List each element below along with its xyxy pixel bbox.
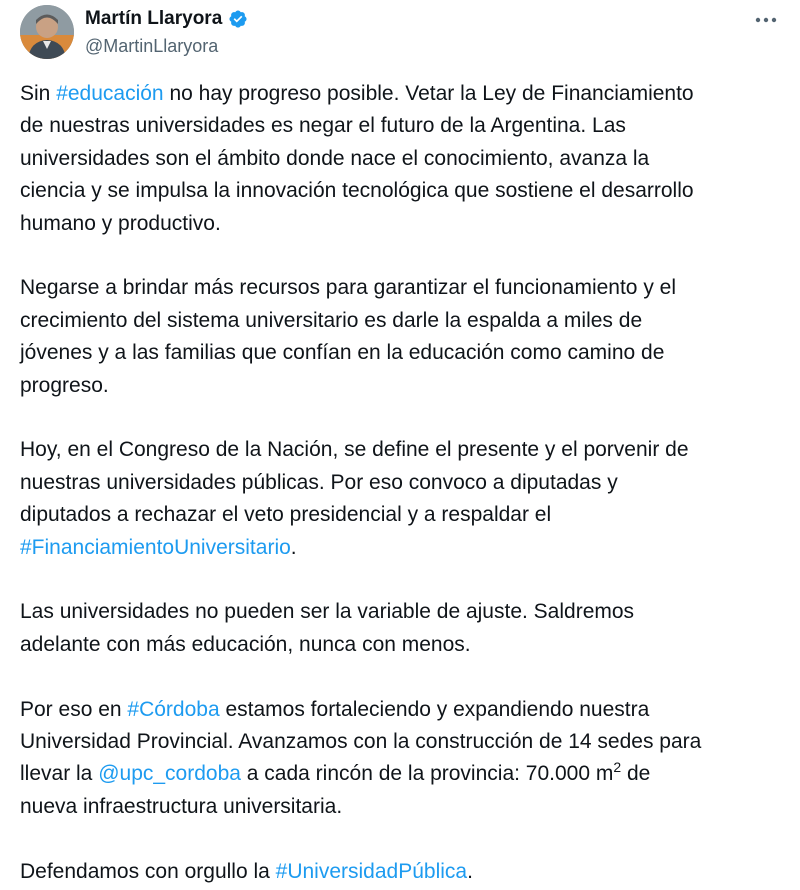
text-line: Las universidades no pueden ser la variable de ajuste. Saldremos <box>20 600 635 624</box>
paragraph-2 <box>20 272 790 402</box>
hashtag-universidad-publica-link[interactable]: #UniversidadPública <box>275 859 468 883</box>
author-block <box>85 8 248 56</box>
hashtag-cordoba-link[interactable]: #Córdoba <box>127 697 220 721</box>
text-segment: a cada rincón de la provincia: 70.000 m <box>240 762 614 786</box>
text-segment: Por eso en <box>20 697 128 721</box>
paragraph-3 <box>20 434 790 564</box>
verified-badge-icon <box>228 9 248 29</box>
text-line: Universidad Provincial. Avanzamos con la construcción de 14 sedes para <box>20 730 702 754</box>
superscript: 2 <box>613 759 622 776</box>
text-line: nueva infraestructura universitaria. <box>20 794 343 818</box>
paragraph-1 <box>20 78 790 240</box>
paragraph-gap <box>20 240 790 272</box>
paragraph-4 <box>20 596 790 661</box>
text-segment: no hay progreso posible. Vetar la Ley de Financiamiento <box>163 82 694 105</box>
paragraph-6 <box>20 856 790 888</box>
text-line: nuestras universidades públicas. Por eso convoco a diputadas y <box>20 470 618 494</box>
text-line: Hoy, en el Congreso de la Nación, se define el presente y el porvenir de <box>20 438 689 462</box>
tweet-header <box>0 0 800 70</box>
text-segment: llevar la <box>20 762 99 786</box>
text-line: adelante con más educación, nunca con menos. <box>20 632 471 656</box>
text-line: progreso. <box>20 373 109 397</box>
text-line: diputados a rechazar el veto presidencial y a respaldar el <box>20 503 552 527</box>
avatar[interactable] <box>20 5 74 59</box>
text-line: crecimiento del sistema universitario es darle la espalda a miles de <box>20 308 643 332</box>
paragraph-gap <box>20 564 790 596</box>
paragraph-gap <box>20 402 790 434</box>
hashtag-financiamiento-link[interactable]: #FinanciamientoUniversitario <box>20 535 291 559</box>
text-line: jóvenes y a las familias que confían en la educación como camino de <box>20 341 665 365</box>
text-line: universidades son el ámbito donde nace el conocimiento, avanza la <box>20 146 650 170</box>
author-name[interactable]: Martín Llaryora <box>85 8 223 29</box>
paragraph-5 <box>20 694 790 824</box>
paragraph-gap <box>20 823 790 855</box>
text-segment: de <box>621 762 651 786</box>
text-line: de nuestras universidades es negar el futuro de la Argentina. Las <box>20 114 626 138</box>
text-segment: Sin <box>20 82 57 105</box>
mention-upc-cordoba-link[interactable]: @upc_cordoba <box>98 762 241 786</box>
text-segment: Defendamos con orgullo la <box>20 859 276 883</box>
more-options-icon[interactable] <box>754 8 778 32</box>
text-segment: estamos fortaleciendo y expandiendo nuestra <box>219 697 650 721</box>
author-handle[interactable]: @MartinLlaryora <box>85 36 219 56</box>
text-segment: . <box>467 859 473 883</box>
text-line: ciencia y se impulsa la innovación tecnológica que sostiene el desarrollo <box>20 179 694 203</box>
paragraph-gap <box>20 661 790 693</box>
hashtag-educacion-link[interactable]: #educación <box>56 82 164 105</box>
text-line: Negarse a brindar más recursos para garantizar el funcionamiento y el <box>20 276 676 300</box>
text-segment: . <box>290 535 297 559</box>
tweet-text <box>20 78 790 888</box>
text-line: humano y productivo. <box>20 211 221 235</box>
